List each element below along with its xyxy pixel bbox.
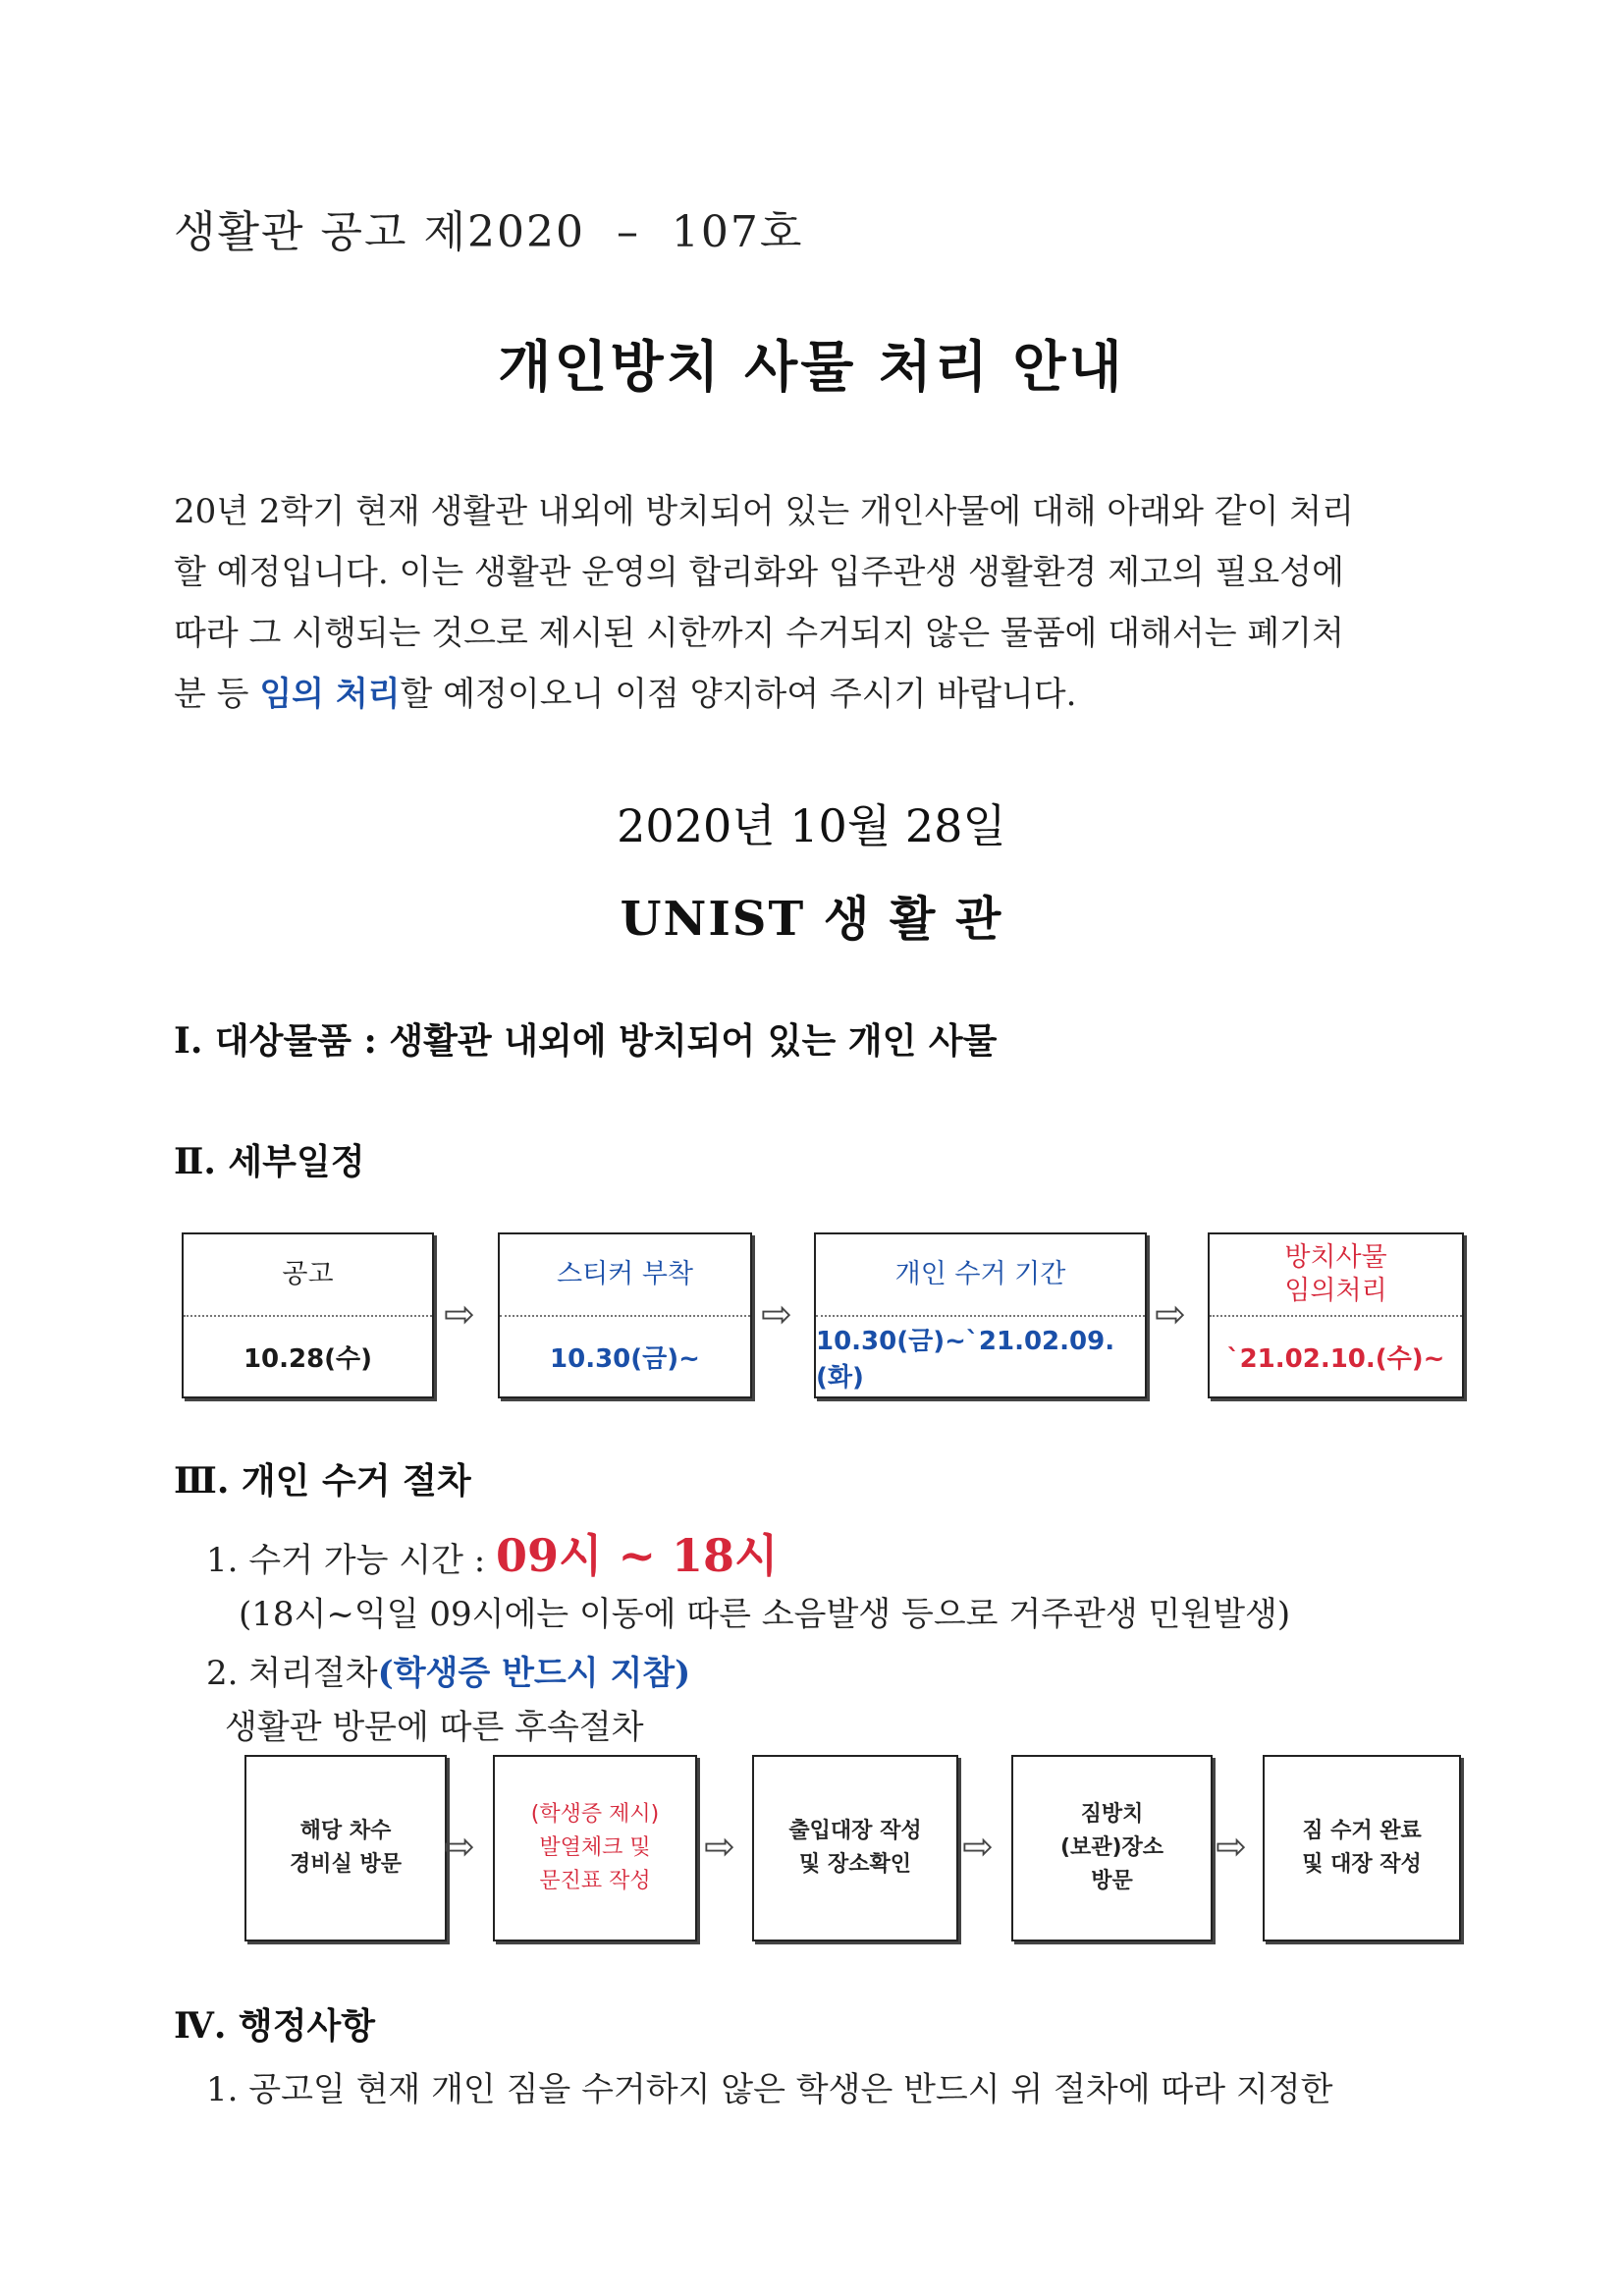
right-arrow-icon: ⇨ bbox=[1216, 1825, 1247, 1868]
procedure-step-line: 문진표 작성 bbox=[539, 1869, 651, 1893]
schedule-step-date: 10.30(금)~ bbox=[550, 1344, 700, 1374]
collection-hours-value: 09시 ~ 18시 bbox=[496, 1529, 779, 1582]
schedule-step-label: 공고 bbox=[184, 1234, 432, 1317]
procedure-subtitle: 생활관 방문에 따른 후속절차 bbox=[225, 1708, 644, 1747]
right-arrow-icon: ⇨ bbox=[962, 1825, 994, 1868]
intro-line-suffix: 할 예정이오니 이점 양지하여 주시기 바랍니다. bbox=[400, 675, 1077, 714]
schedule-step-sticker bbox=[498, 1232, 752, 1398]
procedure-step-line: 출입대장 작성 bbox=[788, 1819, 922, 1843]
procedure-step-line: 방문 bbox=[1091, 1869, 1133, 1893]
procedure-step-guard-visit bbox=[244, 1755, 447, 1941]
intro-line: 할 예정입니다. 이는 생활관 운영의 합리화와 입주관생 생활환경 제고의 필요성에 bbox=[174, 553, 1344, 592]
procedure-step-storage-visit bbox=[1011, 1755, 1213, 1941]
section-administrative-title: Ⅳ. 행정사항 bbox=[174, 2005, 376, 2047]
procedure-step-line: 해당 차수 bbox=[299, 1819, 392, 1843]
procedure-step-line: 및 대장 작성 bbox=[1302, 1852, 1422, 1877]
schedule-step-label-line: 방치사물 bbox=[1284, 1242, 1387, 1273]
schedule-step-date: `21.02.10.(수)~ bbox=[1226, 1344, 1445, 1374]
issue-date: 2020년 10월 28일 bbox=[617, 799, 1006, 852]
intro-line: 20년 2학기 현재 생활관 내외에 방치되어 있는 개인사물에 대해 아래와 같이 처리 bbox=[174, 492, 1354, 531]
collection-hours-label: 1. 수거 가능 시간 : bbox=[206, 1541, 496, 1580]
schedule-step-label-line: 임의처리 bbox=[1284, 1276, 1387, 1306]
intro-line: 따라 그 시행되는 것으로 제시된 시한까지 수거되지 않은 물품에 대해서는 폐기처 bbox=[174, 614, 1344, 653]
procedure-step-line: 및 장소확인 bbox=[799, 1852, 911, 1877]
right-arrow-icon: ⇨ bbox=[444, 1825, 475, 1868]
schedule-step-label: 스티커 부착 bbox=[500, 1234, 750, 1317]
procedure-step-line: (보관)장소 bbox=[1059, 1835, 1164, 1860]
section-schedule-title: Ⅱ. 세부일정 bbox=[174, 1141, 365, 1182]
intro-highlight: 임의 처리 bbox=[259, 675, 401, 714]
section-procedure-title: Ⅲ. 개인 수거 절차 bbox=[174, 1460, 471, 1502]
schedule-step-disposal bbox=[1208, 1232, 1464, 1398]
procedure-item bbox=[206, 1646, 690, 1694]
right-arrow-icon: ⇨ bbox=[444, 1292, 475, 1336]
procedure-step-fever-check bbox=[493, 1755, 697, 1941]
right-arrow-icon: ⇨ bbox=[704, 1825, 735, 1868]
right-arrow-icon: ⇨ bbox=[1155, 1292, 1186, 1336]
procedure-step-entry-log bbox=[752, 1755, 958, 1941]
schedule-step-label: 개인 수거 기간 bbox=[816, 1234, 1145, 1317]
intro-line bbox=[174, 664, 1450, 725]
procedure-step-line: 짐 수거 완료 bbox=[1302, 1819, 1422, 1843]
schedule-step-date: 10.30(금)~`21.02.09.(화) bbox=[816, 1326, 1115, 1393]
procedure-label: 2. 처리절차 bbox=[206, 1654, 378, 1693]
procedure-highlight: (학생증 반드시 지참) bbox=[377, 1654, 691, 1693]
collection-hours-item bbox=[206, 1520, 778, 1585]
schedule-step-collection-period bbox=[814, 1232, 1147, 1398]
procedure-step-line: 경비실 방문 bbox=[290, 1852, 402, 1877]
issuing-organization: UNIST 생 활 관 bbox=[620, 892, 1003, 947]
intro-line-prefix: 분 등 bbox=[174, 675, 260, 714]
administrative-item: 1. 공고일 현재 개인 짐을 수거하지 않은 학생은 반드시 위 절차에 따라 지정한 bbox=[206, 2070, 1333, 2109]
procedure-step-line: 짐방치 bbox=[1080, 1802, 1144, 1827]
document-title: 개인방치 사물 처리 안내 bbox=[498, 335, 1125, 400]
notice-number: 생활관 공고 제2020 – 107호 bbox=[174, 207, 804, 257]
schedule-step-label bbox=[1210, 1234, 1462, 1317]
procedure-step-complete bbox=[1263, 1755, 1461, 1941]
section-target-items: Ⅰ. 대상물품 : 생활관 내외에 방치되어 있는 개인 사물 bbox=[174, 1020, 998, 1062]
schedule-step-notice bbox=[182, 1232, 434, 1398]
collection-hours-note: (18시~익일 09시에는 이동에 따른 소음발생 등으로 거주관생 민원발생) bbox=[239, 1595, 1291, 1634]
intro-paragraph bbox=[174, 481, 1450, 725]
schedule-step-date: 10.28(수) bbox=[243, 1344, 373, 1374]
procedure-step-line: 발열체크 및 bbox=[539, 1835, 651, 1860]
right-arrow-icon: ⇨ bbox=[761, 1292, 792, 1336]
procedure-step-line: (학생증 제시) bbox=[530, 1802, 660, 1827]
